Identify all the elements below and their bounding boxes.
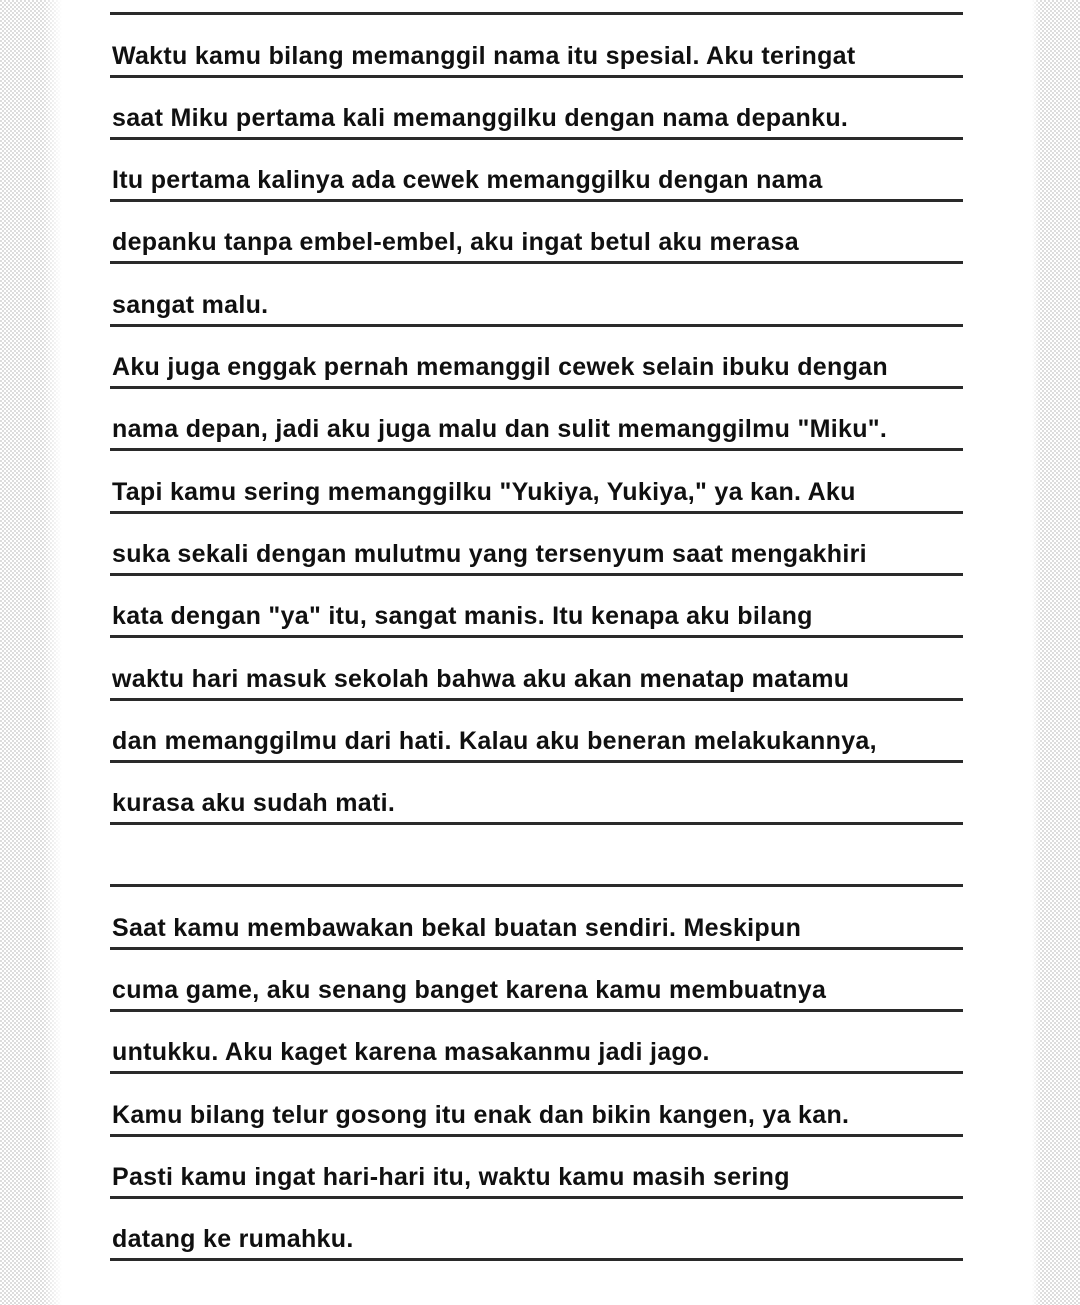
- ruled-line: [110, 1012, 963, 1074]
- line-text: sangat malu.: [112, 290, 269, 319]
- ruled-line: [110, 327, 963, 389]
- line-text: kata dengan "ya" itu, sangat manis. Itu kenapa aku bilang: [112, 602, 813, 631]
- right-edge-halftone-texture: [1032, 0, 1080, 1305]
- ruled-line: [110, 576, 963, 638]
- ruled-line: [110, 825, 963, 887]
- line-text: datang ke rumahku.: [112, 1225, 354, 1254]
- ruled-line: [110, 389, 963, 451]
- ruled-line: [110, 763, 963, 825]
- line-text: Aku juga enggak pernah memanggil cewek selain ibuku dengan: [112, 353, 888, 382]
- ruled-line: [110, 0, 963, 15]
- line-text: Kamu bilang telur gosong itu enak dan bikin kangen, ya kan.: [112, 1100, 850, 1129]
- ruled-line: [110, 950, 963, 1012]
- ruled-line: [110, 202, 963, 264]
- line-text: Waktu kamu bilang memanggil nama itu spesial. Aku teringat: [112, 41, 856, 70]
- ruled-line: [110, 638, 963, 700]
- line-text: suka sekali dengan mulutmu yang tersenyum saat mengakhiri: [112, 539, 867, 568]
- line-text: Saat kamu membawakan bekal buatan sendiri. Meskipun: [112, 913, 802, 942]
- ruled-line: [110, 264, 963, 326]
- ruled-line: [110, 140, 963, 202]
- ruled-line: [110, 514, 963, 576]
- ruled-line: [110, 1074, 963, 1136]
- line-text: dan memanggilmu dari hati. Kalau aku beneran melakukannya,: [112, 726, 877, 755]
- line-text: Pasti kamu ingat hari-hari itu, waktu kamu masih sering: [112, 1162, 790, 1191]
- ruled-lines: [110, 0, 963, 1261]
- ruled-line: [110, 1199, 963, 1261]
- line-text: depanku tanpa embel-embel, aku ingat betul aku merasa: [112, 228, 799, 257]
- ruled-line: [110, 1137, 963, 1199]
- ruled-line: [110, 451, 963, 513]
- line-text: Tapi kamu sering memanggilku "Yukiya, Yukiya," ya kan. Aku: [112, 477, 856, 506]
- line-text: saat Miku pertama kali memanggilku dengan nama depanku.: [112, 103, 849, 132]
- left-edge-halftone-texture: [0, 0, 62, 1305]
- line-text: cuma game, aku senang banget karena kamu membuatnya: [112, 976, 827, 1005]
- ruled-line: [110, 887, 963, 949]
- line-text: kurasa aku sudah mati.: [112, 789, 396, 818]
- line-text: untukku. Aku kaget karena masakanmu jadi jago.: [112, 1038, 710, 1067]
- line-text: waktu hari masuk sekolah bahwa aku akan menatap matamu: [112, 664, 850, 693]
- ruled-line: [110, 78, 963, 140]
- line-text: nama depan, jadi aku juga malu dan sulit memanggilmu "Miku".: [112, 415, 888, 444]
- ruled-line: [110, 701, 963, 763]
- ruled-line: [110, 15, 963, 77]
- line-text: Itu pertama kalinya ada cewek memanggilku dengan nama: [112, 166, 823, 195]
